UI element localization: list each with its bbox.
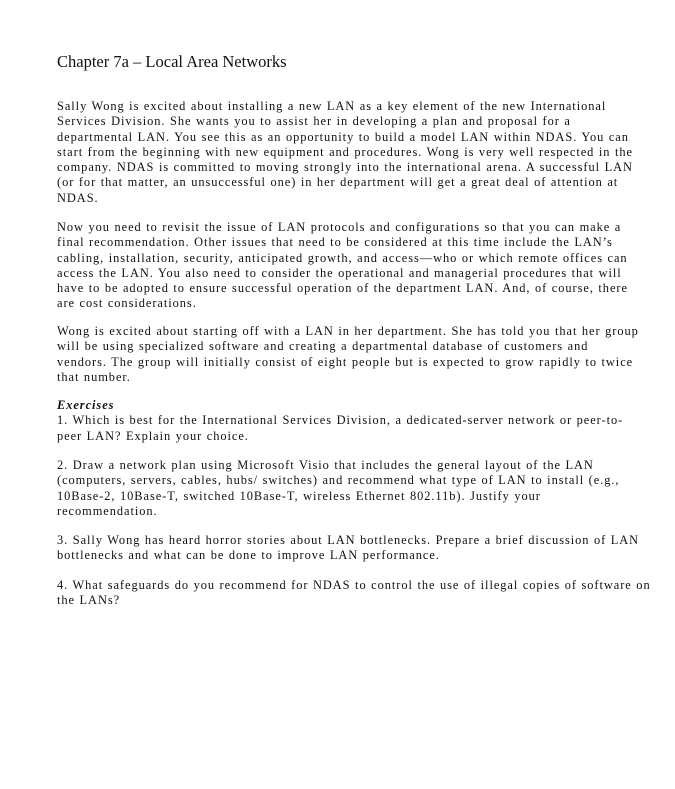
exercise-line: peer LAN? Explain your choice. (57, 428, 249, 443)
paragraph-line: access the LAN. You also need to consider the operational and managerial procedures that will (57, 265, 622, 280)
exercises-section (57, 398, 665, 444)
exercise-4 (57, 578, 665, 609)
paragraph-line: company. NDAS is committed to moving strongly into the international arena. A successful LAN (57, 160, 633, 175)
exercise-3 (57, 533, 665, 564)
paragraph-2 (57, 220, 665, 312)
exercises-heading: Exercises (57, 398, 115, 412)
paragraph-3 (57, 324, 665, 385)
paragraph-line: Services Division. She wants you to assist her in developing a plan and proposal for a (57, 114, 571, 129)
paragraph-line: are cost considerations. (57, 296, 197, 311)
paragraph-line: Now you need to revisit the issue of LAN protocols and configurations so that you can make a (57, 220, 622, 234)
exercise-line: 3. Sally Wong has heard horror stories about LAN bottlenecks. Prepare a brief discussion of LAN (57, 533, 640, 547)
paragraph-line: that number. (57, 369, 131, 384)
exercise-line: 4. What safeguards do you recommend for NDAS to control the use of illegal copies of software on (57, 578, 651, 592)
exercise-line: bottlenecks and what can be done to improve LAN performance. (57, 548, 440, 563)
paragraph-line: Sally Wong is excited about installing a new LAN as a key element of the new International (57, 99, 607, 113)
paragraph-line: (or for that matter, an unsuccessful one) in her department will get a great deal of attention at (57, 175, 619, 190)
exercise-line: 2. Draw a network plan using Microsoft Visio that includes the general layout of the LAN (57, 458, 594, 472)
paragraph-line: Wong is excited about starting off with a LAN in her department. She has told you that her group (57, 324, 639, 338)
paragraph-line: will be using specialized software and creating a departmental database of customers and (57, 339, 589, 354)
page-title: Chapter 7a – Local Area Networks (57, 52, 287, 71)
paragraph-line: departmental LAN. You see this as an opportunity to build a model LAN within NDAS. You can (57, 129, 629, 144)
exercise-line: 10Base-2, 10Base-T, switched 10Base-T, wireless Ethernet 802.11b). Justify your (57, 488, 541, 503)
exercise-line: the LANs? (57, 593, 121, 608)
paragraph-line: final recommendation. Other issues that need to be considered at this time include the LAN’s (57, 235, 613, 250)
paragraph-line: have to be adopted to ensure successful operation of the department LAN. And, of course, there (57, 281, 628, 296)
paragraph-line: vendors. The group will initially consist of eight people but is expected to grow rapidly to twice (57, 354, 634, 369)
exercise-line: recommendation. (57, 503, 158, 518)
exercise-2 (57, 458, 665, 519)
paragraph-line: cabling, installation, security, anticipated growth, and access—who or which remote offices can (57, 250, 628, 265)
paragraph-line: NDAS. (57, 190, 99, 205)
exercise-line: 1. Which is best for the International Services Division, a dedicated-server network or peer-to- (57, 413, 624, 428)
paragraph-line: start from the beginning with new equipment and procedures. Wong is very well respected in the (57, 144, 633, 159)
exercise-line: (computers, servers, cables, hubs/ switches) and recommend what type of LAN to install (e.g., (57, 473, 620, 488)
paragraph-1 (57, 99, 665, 206)
